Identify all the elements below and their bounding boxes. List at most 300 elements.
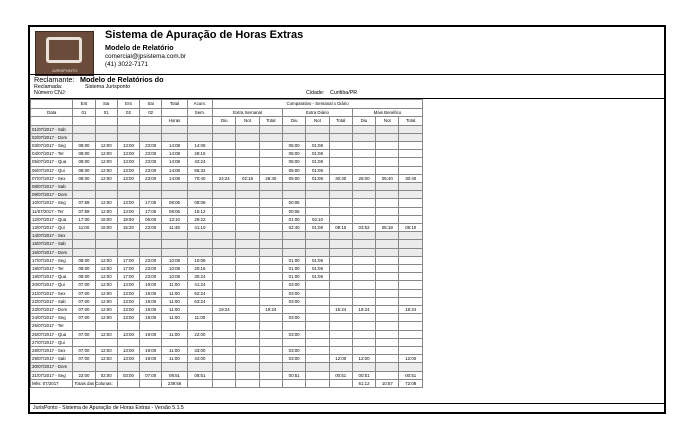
table-cell bbox=[236, 125, 259, 133]
row-date: 20/07/2017 - Qui bbox=[31, 281, 73, 289]
row-date: 11/07/2017 - Ter bbox=[31, 207, 73, 215]
reclamada-label: Reclamada: bbox=[34, 84, 63, 90]
table-row bbox=[31, 232, 423, 240]
table-cell bbox=[213, 240, 236, 248]
table-cell bbox=[376, 297, 399, 305]
table-cell: 08:00 bbox=[73, 264, 95, 272]
table-cell: 08:00 bbox=[73, 150, 95, 158]
table-cell bbox=[376, 133, 399, 141]
table-cell: 11:00 bbox=[162, 297, 187, 305]
table-cell bbox=[399, 158, 423, 166]
table-cell bbox=[95, 191, 117, 199]
table-cell bbox=[259, 371, 282, 379]
table-cell bbox=[213, 133, 236, 141]
table-cell: 00:06 bbox=[283, 199, 306, 207]
table-cell: 14:08 bbox=[187, 141, 212, 149]
table-cell bbox=[236, 199, 259, 207]
table-cell bbox=[283, 248, 306, 256]
table-cell bbox=[73, 182, 95, 190]
table-cell: 01:08 bbox=[306, 141, 329, 149]
table-cell bbox=[140, 232, 162, 240]
report-page bbox=[28, 25, 666, 414]
table-cell: 07:00 bbox=[73, 346, 95, 354]
table-cell: 12:00 bbox=[329, 355, 352, 363]
table-cell: 00:51 bbox=[329, 371, 352, 379]
table-row bbox=[31, 182, 423, 190]
table-cell bbox=[399, 297, 423, 305]
table-cell bbox=[352, 191, 375, 199]
table-cell bbox=[259, 141, 282, 149]
table-cell: 12:00 bbox=[95, 305, 117, 313]
table-cell bbox=[187, 240, 212, 248]
table-cell bbox=[283, 305, 306, 313]
table-cell bbox=[236, 281, 259, 289]
table-cell: 10:08 bbox=[187, 256, 212, 264]
table-cell bbox=[306, 314, 329, 322]
table-cell bbox=[329, 330, 352, 338]
table-cell bbox=[352, 264, 375, 272]
table-cell bbox=[236, 330, 259, 338]
table-cell bbox=[236, 314, 259, 322]
table-cell bbox=[259, 248, 282, 256]
table-cell bbox=[73, 191, 95, 199]
table-row bbox=[31, 215, 423, 223]
report-title: Sistema de Apuração de Horas Extras bbox=[105, 29, 304, 41]
table-cell bbox=[117, 133, 139, 141]
table-cell: 20:16 bbox=[187, 264, 212, 272]
col-comparativo: Comparativo - Semanal x Diário bbox=[213, 100, 423, 109]
table-cell bbox=[187, 248, 212, 256]
table-cell bbox=[213, 338, 236, 346]
table-cell bbox=[399, 182, 423, 190]
table-cell: 06:00 bbox=[140, 215, 162, 223]
table-cell: 30:40 bbox=[329, 174, 352, 182]
table-cell bbox=[95, 248, 117, 256]
table-cell bbox=[352, 322, 375, 330]
table-cell bbox=[162, 248, 187, 256]
table-cell bbox=[187, 191, 212, 199]
hours-table-wrapper bbox=[30, 98, 664, 388]
table-cell bbox=[213, 289, 236, 297]
table-cell: 15:20 bbox=[117, 223, 139, 231]
table-row bbox=[31, 166, 423, 174]
table-row bbox=[31, 256, 423, 264]
table-cell bbox=[306, 133, 329, 141]
table-cell: 19:24 bbox=[213, 305, 236, 313]
table-cell: 08:06 bbox=[162, 199, 187, 207]
table-row bbox=[31, 150, 423, 158]
table-cell bbox=[259, 338, 282, 346]
table-cell: 08:51 bbox=[162, 371, 187, 379]
table-cell bbox=[399, 133, 423, 141]
table-cell bbox=[352, 248, 375, 256]
table-cell bbox=[283, 125, 306, 133]
totals-cell: 61:12 bbox=[352, 379, 375, 387]
table-cell bbox=[306, 125, 329, 133]
table-cell: 10:08 bbox=[162, 273, 187, 281]
table-cell bbox=[162, 133, 187, 141]
table-cell bbox=[329, 248, 352, 256]
col-mais-benefico: Mais Benéfico bbox=[352, 108, 422, 117]
table-cell: 19:00 bbox=[140, 305, 162, 313]
table-cell: 03:00 bbox=[283, 346, 306, 354]
table-cell: 14:08 bbox=[162, 158, 187, 166]
table-row bbox=[31, 199, 423, 207]
table-cell: 13:00 bbox=[117, 330, 139, 338]
table-cell bbox=[376, 125, 399, 133]
col-ent2: Ent bbox=[117, 100, 139, 109]
table-cell bbox=[187, 133, 212, 141]
totals-cell bbox=[117, 379, 139, 387]
table-cell: 41:10 bbox=[187, 223, 212, 231]
table-cell bbox=[213, 182, 236, 190]
table-cell bbox=[259, 158, 282, 166]
table-cell: 05:00 bbox=[283, 141, 306, 149]
table-cell: 01:00 bbox=[283, 215, 306, 223]
table-cell: 13:00 bbox=[117, 166, 139, 174]
table-cell bbox=[187, 305, 212, 313]
table-row bbox=[31, 133, 423, 141]
table-cell: 28:16 bbox=[187, 150, 212, 158]
table-cell bbox=[352, 256, 375, 264]
table-cell bbox=[259, 133, 282, 141]
table-cell bbox=[187, 125, 212, 133]
table-cell bbox=[376, 207, 399, 215]
table-cell: 11:00 bbox=[73, 223, 95, 231]
totals-cell bbox=[259, 379, 282, 387]
table-cell bbox=[376, 191, 399, 199]
table-cell bbox=[399, 338, 423, 346]
col-sai1: Sai bbox=[95, 100, 117, 109]
table-cell: 07:00 bbox=[73, 281, 95, 289]
table-cell: 12:00 bbox=[95, 166, 117, 174]
table-cell bbox=[399, 150, 423, 158]
row-date: 19/07/2017 - Qua bbox=[31, 273, 73, 281]
table-cell bbox=[329, 322, 352, 330]
table-cell bbox=[306, 305, 329, 313]
table-cell: 17:00 bbox=[73, 215, 95, 223]
table-cell bbox=[352, 281, 375, 289]
table-cell bbox=[236, 355, 259, 363]
table-cell: 19:00 bbox=[140, 346, 162, 354]
table-cell: 12:00 bbox=[95, 355, 117, 363]
table-cell bbox=[213, 223, 236, 231]
table-cell: 13:00 bbox=[117, 297, 139, 305]
table-header-row-2: Data 01 01 02 02 Sem. Extra Semanal Extra Diário Mais Benéfico bbox=[31, 108, 423, 117]
table-cell: 23:00 bbox=[140, 223, 162, 231]
table-cell: 01:08 bbox=[306, 158, 329, 166]
table-cell bbox=[259, 150, 282, 158]
table-cell bbox=[399, 264, 423, 272]
table-cell: 05:40 bbox=[376, 174, 399, 182]
table-cell bbox=[352, 297, 375, 305]
table-cell bbox=[399, 166, 423, 174]
table-cell bbox=[73, 232, 95, 240]
table-cell bbox=[283, 338, 306, 346]
table-cell bbox=[329, 158, 352, 166]
table-row bbox=[31, 363, 423, 371]
table-cell: 17:00 bbox=[117, 256, 139, 264]
table-cell bbox=[213, 215, 236, 223]
col-total: Total bbox=[162, 100, 187, 109]
table-cell bbox=[399, 240, 423, 248]
table-cell: 12:00 bbox=[95, 346, 117, 354]
table-cell: 09:10 bbox=[399, 223, 423, 231]
table-cell bbox=[236, 166, 259, 174]
table-cell: 00:51 bbox=[283, 371, 306, 379]
table-cell bbox=[352, 330, 375, 338]
table-cell bbox=[213, 371, 236, 379]
table-cell bbox=[352, 158, 375, 166]
table-cell: 19:24 bbox=[399, 305, 423, 313]
table-row bbox=[31, 355, 423, 363]
table-cell bbox=[236, 141, 259, 149]
table-cell: 01:00 bbox=[283, 273, 306, 281]
table-cell: 01:08 bbox=[306, 264, 329, 272]
table-cell bbox=[329, 182, 352, 190]
totals-cell bbox=[213, 379, 236, 387]
contact-phone: (41) 3022-7171 bbox=[105, 61, 149, 68]
table-cell bbox=[329, 232, 352, 240]
table-cell bbox=[213, 232, 236, 240]
table-cell bbox=[213, 191, 236, 199]
table-row bbox=[31, 125, 423, 133]
table-cell bbox=[236, 150, 259, 158]
table-cell bbox=[73, 240, 95, 248]
col-ent1: Ent bbox=[73, 100, 95, 109]
table-cell: 15:00 bbox=[95, 215, 117, 223]
table-cell bbox=[259, 281, 282, 289]
table-row bbox=[31, 297, 423, 305]
table-cell: 11:00 bbox=[162, 305, 187, 313]
row-date: 07/07/2017 - Sex bbox=[31, 174, 73, 182]
row-date: 18/07/2017 - Ter bbox=[31, 264, 73, 272]
totals-cell: 239:56 bbox=[162, 379, 187, 387]
table-cell bbox=[213, 297, 236, 305]
table-cell bbox=[213, 248, 236, 256]
table-cell bbox=[236, 289, 259, 297]
table-cell bbox=[376, 264, 399, 272]
table-cell bbox=[213, 264, 236, 272]
table-cell bbox=[117, 125, 139, 133]
table-cell bbox=[95, 240, 117, 248]
table-cell bbox=[329, 215, 352, 223]
table-row bbox=[31, 240, 423, 248]
row-date: 21/07/2017 - Sex bbox=[31, 289, 73, 297]
table-cell: 11:00 bbox=[162, 355, 187, 363]
table-row bbox=[31, 346, 423, 354]
table-cell bbox=[352, 199, 375, 207]
table-cell bbox=[306, 191, 329, 199]
table-cell bbox=[236, 207, 259, 215]
table-cell: 08:00 bbox=[73, 166, 95, 174]
report-footer: JurisPonto - Sistema de Apuração de Horas Extras - Versão 5.1.5 bbox=[30, 403, 664, 412]
totals-cell: Totais das Colunas: bbox=[74, 380, 113, 386]
table-cell: 01:08 bbox=[306, 273, 329, 281]
table-cell bbox=[213, 125, 236, 133]
table-header-row-1 bbox=[31, 100, 423, 109]
report-subtitle: Modelo de Relatório bbox=[105, 43, 174, 52]
table-cell: 08:00 bbox=[73, 141, 95, 149]
reclamante-label: Reclamante: bbox=[34, 75, 75, 84]
table-cell bbox=[399, 215, 423, 223]
table-cell: 03:00 bbox=[283, 281, 306, 289]
row-date: 03/07/2017 - Seg bbox=[31, 141, 73, 149]
table-cell bbox=[399, 346, 423, 354]
table-cell bbox=[352, 232, 375, 240]
table-cell bbox=[140, 248, 162, 256]
table-cell: 22:00 bbox=[187, 330, 212, 338]
table-row bbox=[31, 371, 423, 379]
table-row bbox=[31, 158, 423, 166]
table-cell bbox=[236, 371, 259, 379]
totals-cell bbox=[283, 379, 306, 387]
table-cell: 29:22 bbox=[187, 215, 212, 223]
table-cell bbox=[352, 125, 375, 133]
table-cell bbox=[117, 191, 139, 199]
table-cell: 01:08 bbox=[306, 174, 329, 182]
table-cell: 14:08 bbox=[162, 166, 187, 174]
table-cell: 11:00 bbox=[187, 314, 212, 322]
table-cell bbox=[329, 264, 352, 272]
table-cell bbox=[283, 240, 306, 248]
table-cell bbox=[329, 346, 352, 354]
table-cell: 24:24 bbox=[213, 174, 236, 182]
table-cell bbox=[399, 289, 423, 297]
table-cell bbox=[117, 248, 139, 256]
table-cell bbox=[306, 322, 329, 330]
table-cell bbox=[306, 281, 329, 289]
table-cell bbox=[213, 141, 236, 149]
table-cell bbox=[376, 314, 399, 322]
table-row bbox=[31, 174, 423, 182]
table-cell: 07:00 bbox=[140, 371, 162, 379]
row-date: 04/07/2017 - Ter bbox=[31, 150, 73, 158]
table-cell bbox=[236, 133, 259, 141]
table-cell bbox=[213, 207, 236, 215]
table-cell bbox=[329, 199, 352, 207]
table-cell bbox=[376, 199, 399, 207]
table-cell bbox=[236, 264, 259, 272]
table-cell: 08:06 bbox=[187, 199, 212, 207]
table-cell bbox=[376, 371, 399, 379]
hours-table bbox=[30, 99, 423, 388]
table-cell: 19:24 bbox=[352, 305, 375, 313]
table-cell bbox=[213, 150, 236, 158]
table-cell bbox=[306, 330, 329, 338]
table-cell: 12:00 bbox=[95, 174, 117, 182]
table-cell bbox=[376, 240, 399, 248]
table-cell: 11:48 bbox=[162, 223, 187, 231]
reclamada-value: Sistema Jurisponto bbox=[85, 84, 131, 90]
table-cell: 13:00 bbox=[117, 289, 139, 297]
table-cell: 12:00 bbox=[95, 207, 117, 215]
table-cell: 13:00 bbox=[117, 355, 139, 363]
table-cell bbox=[376, 281, 399, 289]
table-cell bbox=[259, 346, 282, 354]
row-date: 31/07/2017 - Seg bbox=[31, 371, 73, 379]
table-cell bbox=[236, 273, 259, 281]
table-row bbox=[31, 264, 423, 272]
table-row bbox=[31, 330, 423, 338]
table-cell: 12:00 bbox=[95, 330, 117, 338]
table-cell bbox=[140, 133, 162, 141]
row-date: 06/07/2017 - Qui bbox=[31, 166, 73, 174]
row-date: 29/07/2017 - Sab bbox=[31, 355, 73, 363]
table-cell: 03:00 bbox=[117, 371, 139, 379]
table-cell bbox=[73, 125, 95, 133]
table-cell bbox=[140, 322, 162, 330]
table-cell bbox=[259, 223, 282, 231]
table-cell bbox=[73, 133, 95, 141]
table-cell: 07:00 bbox=[73, 330, 95, 338]
table-cell: 70:40 bbox=[187, 174, 212, 182]
table-cell bbox=[259, 199, 282, 207]
table-cell bbox=[376, 215, 399, 223]
table-cell bbox=[376, 273, 399, 281]
table-cell: 52:24 bbox=[187, 289, 212, 297]
table-cell bbox=[187, 363, 212, 371]
table-cell: 19:24 bbox=[259, 305, 282, 313]
totals-cell bbox=[236, 379, 259, 387]
table-cell bbox=[140, 338, 162, 346]
table-cell: 03:00 bbox=[283, 297, 306, 305]
table-row bbox=[31, 289, 423, 297]
row-date: 08/07/2017 - Sab bbox=[31, 182, 73, 190]
table-cell bbox=[352, 273, 375, 281]
table-cell: 07:00 bbox=[73, 289, 95, 297]
table-row bbox=[31, 223, 423, 231]
table-cell bbox=[73, 322, 95, 330]
table-cell bbox=[236, 223, 259, 231]
col-acum: Acum. bbox=[187, 100, 212, 109]
table-cell: 07:00 bbox=[73, 314, 95, 322]
table-cell bbox=[236, 322, 259, 330]
table-cell bbox=[376, 338, 399, 346]
table-cell: 19:00 bbox=[140, 281, 162, 289]
table-cell bbox=[73, 363, 95, 371]
table-cell: 03:00 bbox=[283, 289, 306, 297]
table-cell bbox=[376, 141, 399, 149]
col-extra-semanal: Extra Semanal bbox=[213, 108, 283, 117]
table-cell: 01:08 bbox=[306, 166, 329, 174]
row-date: 17/07/2017 - Seg bbox=[31, 256, 73, 264]
table-cell: 12:00 bbox=[95, 289, 117, 297]
table-cell bbox=[236, 232, 259, 240]
table-cell bbox=[213, 314, 236, 322]
table-cell bbox=[376, 158, 399, 166]
table-cell bbox=[236, 305, 259, 313]
table-cell: 07:00 bbox=[73, 305, 95, 313]
table-cell bbox=[306, 355, 329, 363]
table-cell: 23:00 bbox=[140, 273, 162, 281]
row-date: 10/07/2017 - Seg bbox=[31, 199, 73, 207]
table-cell bbox=[376, 289, 399, 297]
table-cell bbox=[187, 338, 212, 346]
table-cell bbox=[376, 330, 399, 338]
table-cell: 10:08 bbox=[162, 256, 187, 264]
table-cell bbox=[399, 314, 423, 322]
table-cell: 12:00 bbox=[95, 297, 117, 305]
table-cell bbox=[329, 314, 352, 322]
table-cell: 30:24 bbox=[187, 273, 212, 281]
row-date: 24/07/2017 - Seg bbox=[31, 314, 73, 322]
table-cell: 13:00 bbox=[117, 346, 139, 354]
table-cell: 01:00 bbox=[283, 264, 306, 272]
table-cell bbox=[376, 150, 399, 158]
table-cell bbox=[162, 363, 187, 371]
table-cell bbox=[376, 346, 399, 354]
